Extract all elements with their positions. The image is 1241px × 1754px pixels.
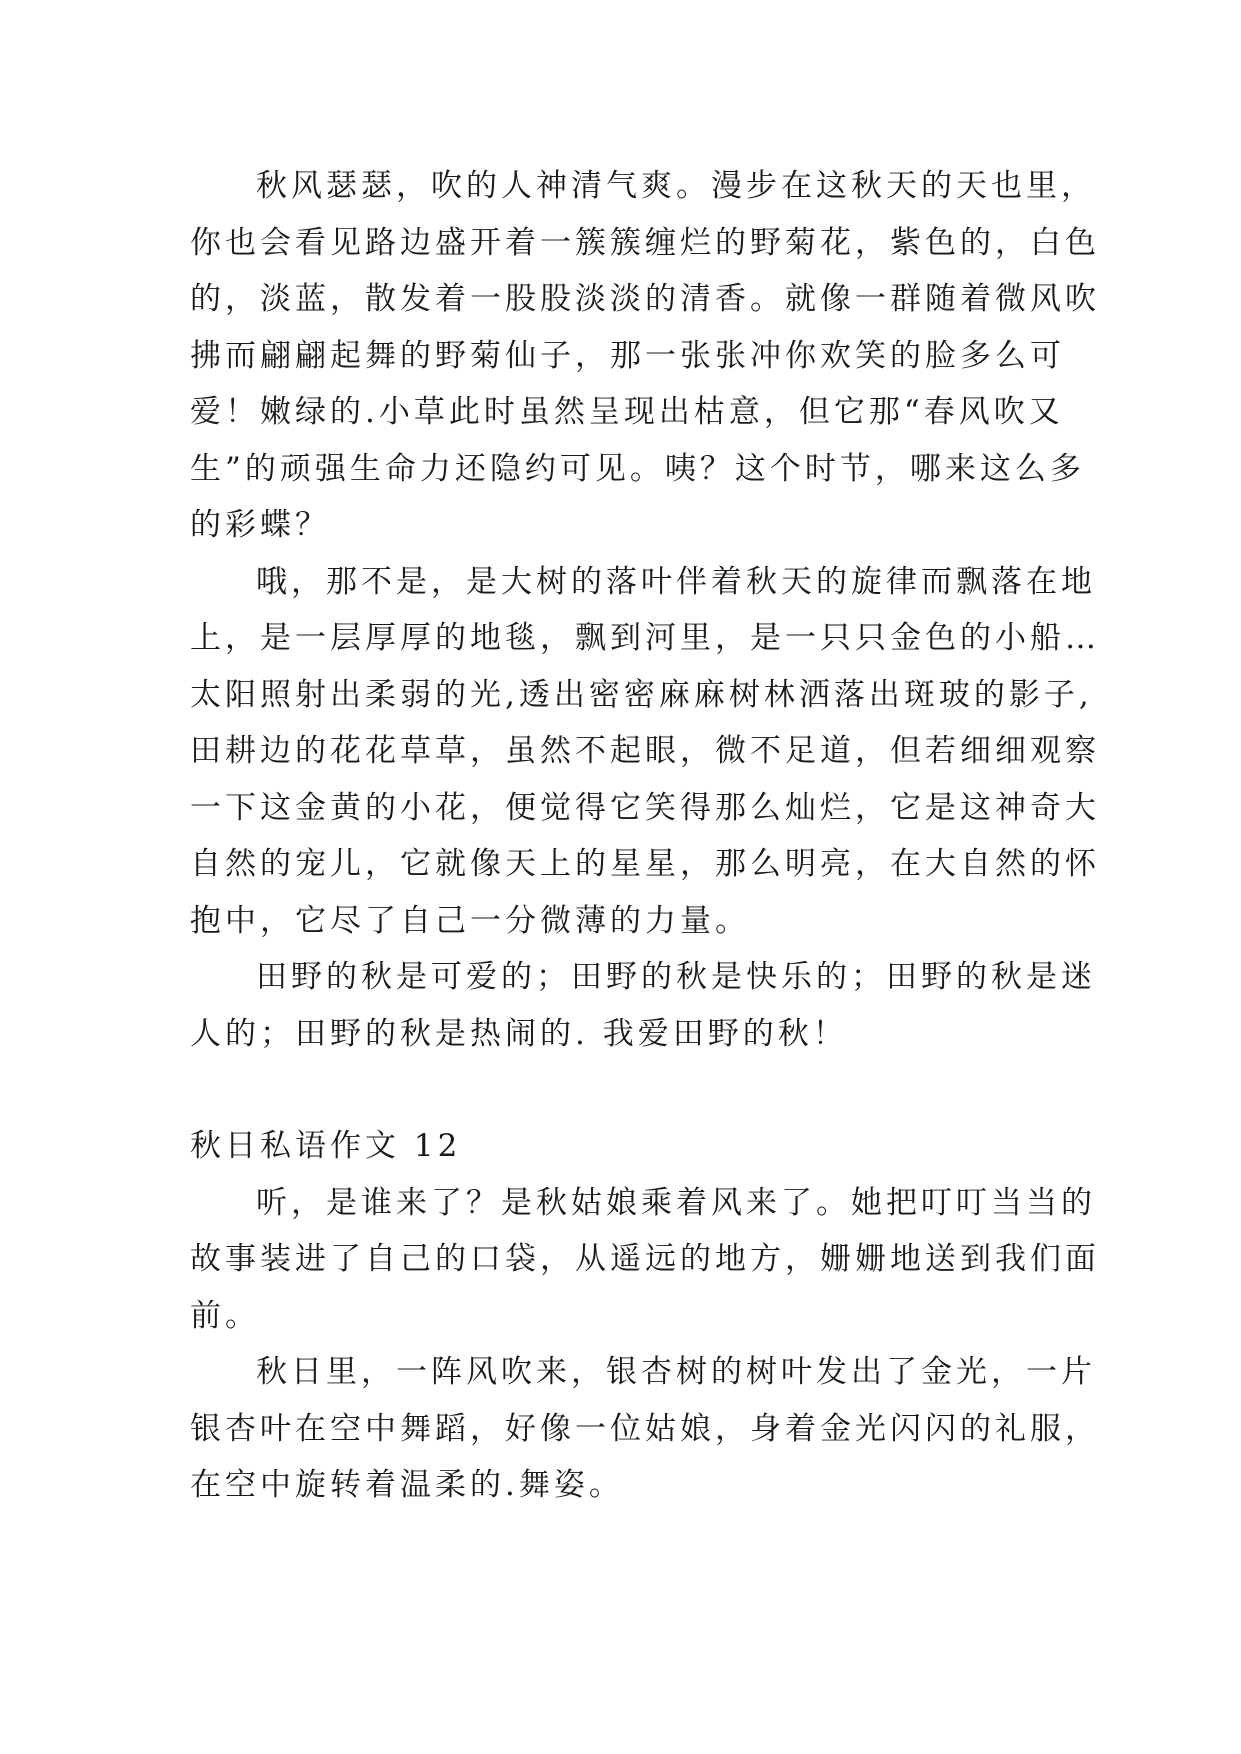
paragraph xyxy=(190,158,1100,554)
text-line: 故事装进了自己的口袋，从遥远的地方，姗姗地送到我们面 xyxy=(190,1241,1100,1277)
text-line: 哦，那不是，是大树的落叶伴着秋天的旋律而飘落在地 xyxy=(256,563,1096,600)
paragraph xyxy=(190,1344,1100,1514)
section-title: 秋日私语作文 12 xyxy=(190,1128,462,1164)
text-line: 秋风瑟瑟，吹的人神清气爽。漫步在这秋天的天也里， xyxy=(256,168,1096,204)
text-line: 上，是一层厚厚的地毯，飘到河里，是一只只金色的小船… xyxy=(190,620,1100,656)
paragraph xyxy=(190,554,1100,950)
text-line: 爱！嫩绿的.小草此时虽然呈现出枯意，但它那“春风吹又 xyxy=(190,394,1064,430)
text-line: 人的；田野的秋是热闹的. 我爱田野的秋！ xyxy=(190,1015,848,1052)
text-line: 自然的宠儿，它就像天上的星星，那么明亮，在大自然的怀 xyxy=(190,846,1100,882)
text-line: 田野的秋是可爱的；田野的秋是快乐的；田野的秋是迷 xyxy=(256,959,1096,995)
text-line: 生”的顽强生命力还隐约可见。咦？这个时节，哪来这么多 xyxy=(190,450,1085,487)
text-line: 你也会看见路边盛开着一簇簇缠烂的野菊花，紫色的，白色 xyxy=(190,224,1100,261)
paragraph xyxy=(190,949,1096,1062)
text-line: 抱中，它尽了自己一分微薄的力量。 xyxy=(190,902,750,939)
text-line: 拂而翩翩起舞的野菊仙子，那一张张冲你欢笑的脸多么可 xyxy=(190,337,1065,374)
text-line: 银杏叶在空中舞蹈，好像一位姑娘，身着金光闪闪的礼服， xyxy=(190,1410,1100,1447)
text-line: 的，淡蓝，散发着一股股淡淡的清香。就像一群随着微风吹 xyxy=(190,281,1100,317)
text-line: 的彩蝶？ xyxy=(190,507,330,543)
text-line: 田耕边的花花草草，虽然不起眼，微不足道，但若细细观察 xyxy=(190,733,1100,769)
text-line: 前。 xyxy=(190,1297,260,1334)
text-line: 听，是谁来了？是秋姑娘乘着风来了。她把叮叮当当的 xyxy=(256,1184,1096,1221)
text-line: 在空中旋转着温柔的.舞姿。 xyxy=(190,1467,624,1503)
text-line: 一下这金黄的小花，便觉得它笑得那么灿烂，它是这神奇大 xyxy=(190,789,1100,826)
document-body xyxy=(190,158,1100,1514)
text-line: 太阳照射出柔弱的光,透出密密麻麻树林洒落出斑玻的影子, xyxy=(190,676,1093,713)
text-line: 秋日里，一阵风吹来，银杏树的树叶发出了金光，一片 xyxy=(256,1354,1096,1390)
paragraph xyxy=(190,1175,1100,1345)
